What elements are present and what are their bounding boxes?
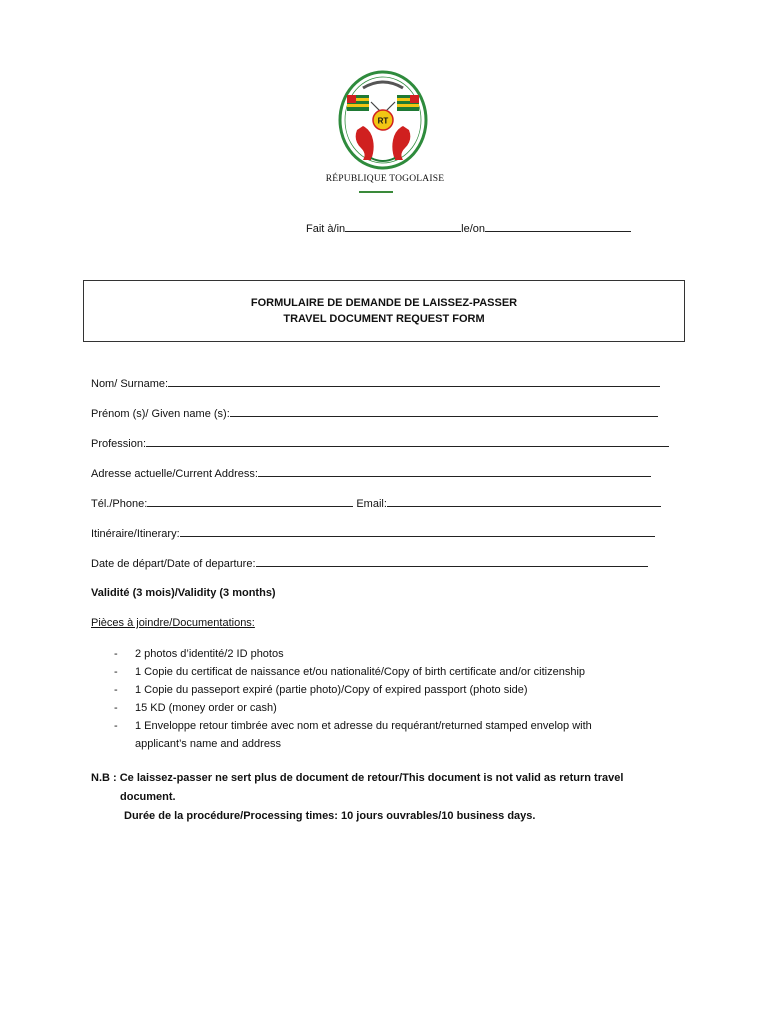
itinerary-field — [91, 526, 655, 540]
email-label: Email: — [356, 498, 387, 510]
itinerary-blank[interactable] — [180, 526, 655, 537]
profession-label: Profession: — [91, 438, 147, 450]
departure-blank[interactable] — [256, 556, 648, 567]
profession-field — [91, 436, 669, 450]
list-item: - 1 Copie du passeport expiré (partie photo)/Copy of expired passport (photo side) — [114, 684, 528, 696]
departure-field — [91, 556, 648, 570]
green-divider — [359, 191, 393, 193]
phone-blank[interactable] — [147, 496, 353, 507]
phone-email-field — [91, 496, 661, 510]
left-flag-icon — [347, 95, 369, 111]
list-item: - 1 Enveloppe retour timbrée avec nom et adresse du requérant/returned stamped envelop with — [114, 720, 592, 732]
form-title-french: FORMULAIRE DE DEMANDE DE LAISSEZ-PASSER — [250, 297, 518, 309]
surname-field — [91, 376, 660, 390]
place-blank[interactable] — [345, 221, 461, 232]
date-label: le/on — [461, 223, 485, 235]
list-item: - 2 photos d’identité/2 ID photos — [114, 648, 284, 660]
note-block — [91, 769, 691, 826]
documents-heading: Pièces à joindre/Documentations: — [91, 617, 255, 629]
profession-blank[interactable] — [146, 436, 669, 447]
note-line-1: N.B : Ce laissez-passer ne sert plus de document de retour/This document is not valid as return travel — [91, 772, 624, 784]
list-item: - 1 Copie du certificat de naissance et/ou nationalité/Copy of birth certificate and/or citizenship — [114, 666, 586, 678]
address-blank[interactable] — [258, 466, 651, 477]
emblem-initials: RT — [377, 116, 389, 126]
note-line-3: Durée de la procédure/Processing times: 10 jours ouvrables/10 business days. — [124, 810, 536, 822]
address-field — [91, 466, 651, 480]
form-title-box — [83, 280, 685, 342]
togo-coat-of-arms-icon — [333, 68, 433, 172]
address-label: Adresse actuelle/Current Address: — [91, 468, 258, 480]
list-item: - 15 KD (money order or cash) — [114, 702, 277, 714]
place-label: Fait à/in — [306, 223, 346, 235]
email-blank[interactable] — [387, 496, 661, 507]
form-title-english: TRAVEL DOCUMENT REQUEST FORM — [283, 313, 485, 325]
right-flag-icon — [397, 95, 419, 111]
given-name-blank[interactable] — [230, 406, 658, 417]
departure-label: Date de départ/Date of departure: — [91, 558, 256, 570]
note-line-2: document. — [120, 791, 176, 803]
phone-label: Tél./Phone: — [91, 498, 148, 510]
date-blank[interactable] — [485, 221, 631, 232]
place-date-line — [306, 221, 631, 235]
given-name-field — [91, 406, 658, 420]
republic-name: RÉPUBLIQUE TOGOLAISE — [325, 174, 445, 184]
list-item-continuation: applicant’s name and address — [135, 738, 281, 750]
given-name-label: Prénom (s)/ Given name (s): — [91, 408, 230, 420]
surname-label: Nom/ Surname: — [91, 378, 169, 390]
validity-text: Validité (3 mois)/Validity (3 months) — [91, 587, 276, 599]
surname-blank[interactable] — [168, 376, 660, 387]
itinerary-label: Itinéraire/Itinerary: — [91, 528, 180, 540]
documents-list — [114, 645, 675, 753]
